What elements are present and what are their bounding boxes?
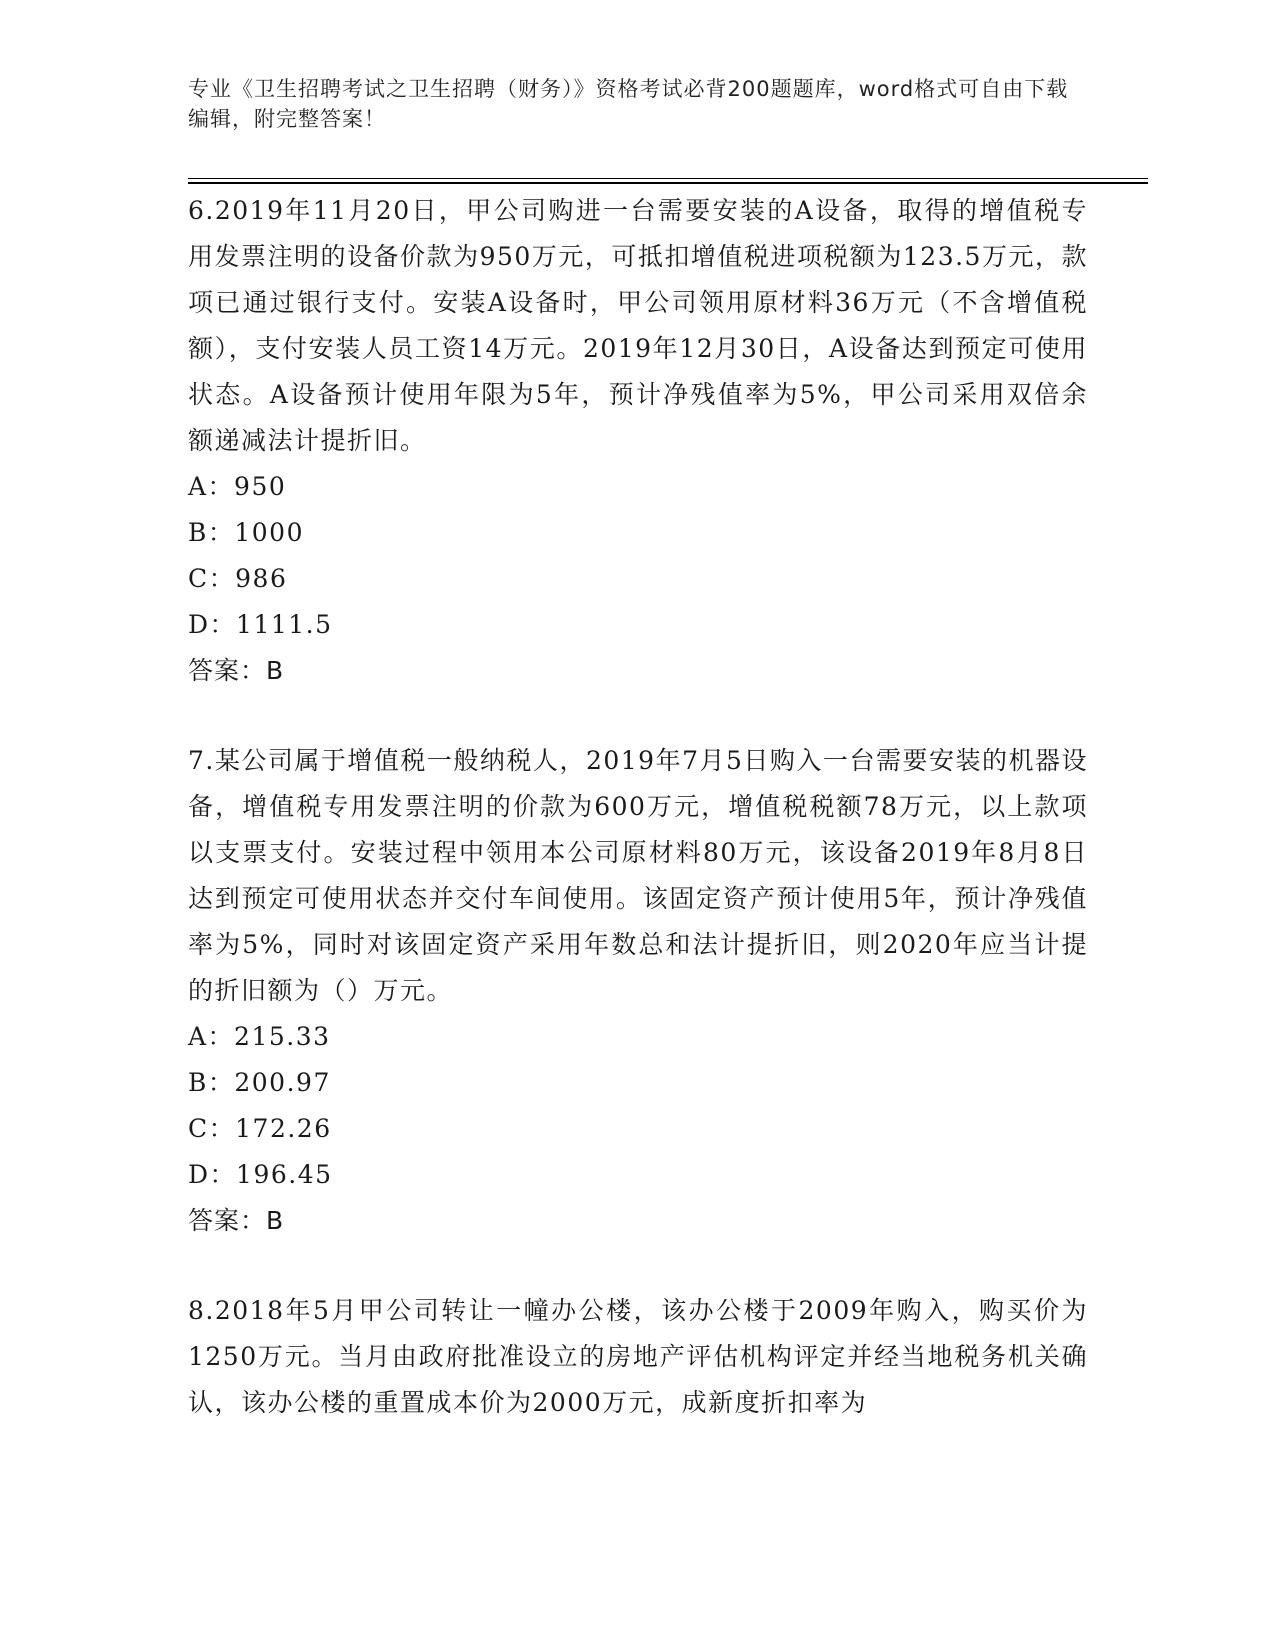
option-a: A：215.33	[188, 1022, 331, 1051]
page-header	[188, 74, 1088, 134]
header-divider-thin	[188, 178, 1148, 179]
option-b: B：1000	[188, 518, 304, 547]
question-spacer	[188, 694, 1088, 738]
question-7	[188, 738, 1088, 1244]
question-spacer	[188, 1244, 1088, 1288]
question-stem: 7.某公司属于增值税一般纳税人，2019年7月5日购入一台需要安装的机器设备，增值税专用发票注明的价款为600万元，增值税税额78万元，以上款项以支票支付。安装过程中领用本公司原材料80万元，该设备2019年8月8日达到预定可使用状态并交付车间使用。该固定资产预计使用5年，预计净残值率为5%，同时对该固定资产采用年数总和法计提折旧，则2020年应当计提的折旧额为（）万元。	[188, 746, 1088, 1005]
header-text: 专业《卫生招聘考试之卫生招聘（财务）》资格考试必背200题题库，word格式可自由下载编辑，附完整答案！	[188, 77, 1069, 131]
question-stem: 8.2018年5月甲公司转让一幢办公楼，该办公楼于2009年购入，购买价为1250万元。当月由政府批准设立的房地产评估机构评定并经当地税务机关确认，该办公楼的重置成本价为2000万元，成新度折扣率为	[188, 1296, 1088, 1417]
question-list	[188, 188, 1088, 1426]
option-b: B：200.97	[188, 1068, 331, 1097]
question-stem: 6.2019年11月20日，甲公司购进一台需要安装的A设备，取得的增值税专用发票注明的设备价款为950万元，可抵扣增值税进项税额为123.5万元，款项已通过银行支付。安装A设备时，甲公司领用原材料36万元（不含增值税额），支付安装人员工资14万元。2019年12月30日，A设备达到预定可使用状态。A设备预计使用年限为5年，预计净残值率为5%，甲公司采用双倍余额递减法计提折旧。	[188, 196, 1088, 455]
header-divider-thick	[188, 182, 1148, 184]
question-6	[188, 188, 1088, 694]
question-8	[188, 1288, 1088, 1426]
option-d: D：196.45	[188, 1160, 333, 1189]
option-c: C：986	[188, 564, 288, 593]
option-a: A：950	[188, 472, 287, 501]
option-c: C：172.26	[188, 1114, 332, 1143]
answer: 答案：B	[188, 656, 285, 685]
answer: 答案：B	[188, 1206, 285, 1235]
option-d: D：1111.5	[188, 610, 333, 639]
